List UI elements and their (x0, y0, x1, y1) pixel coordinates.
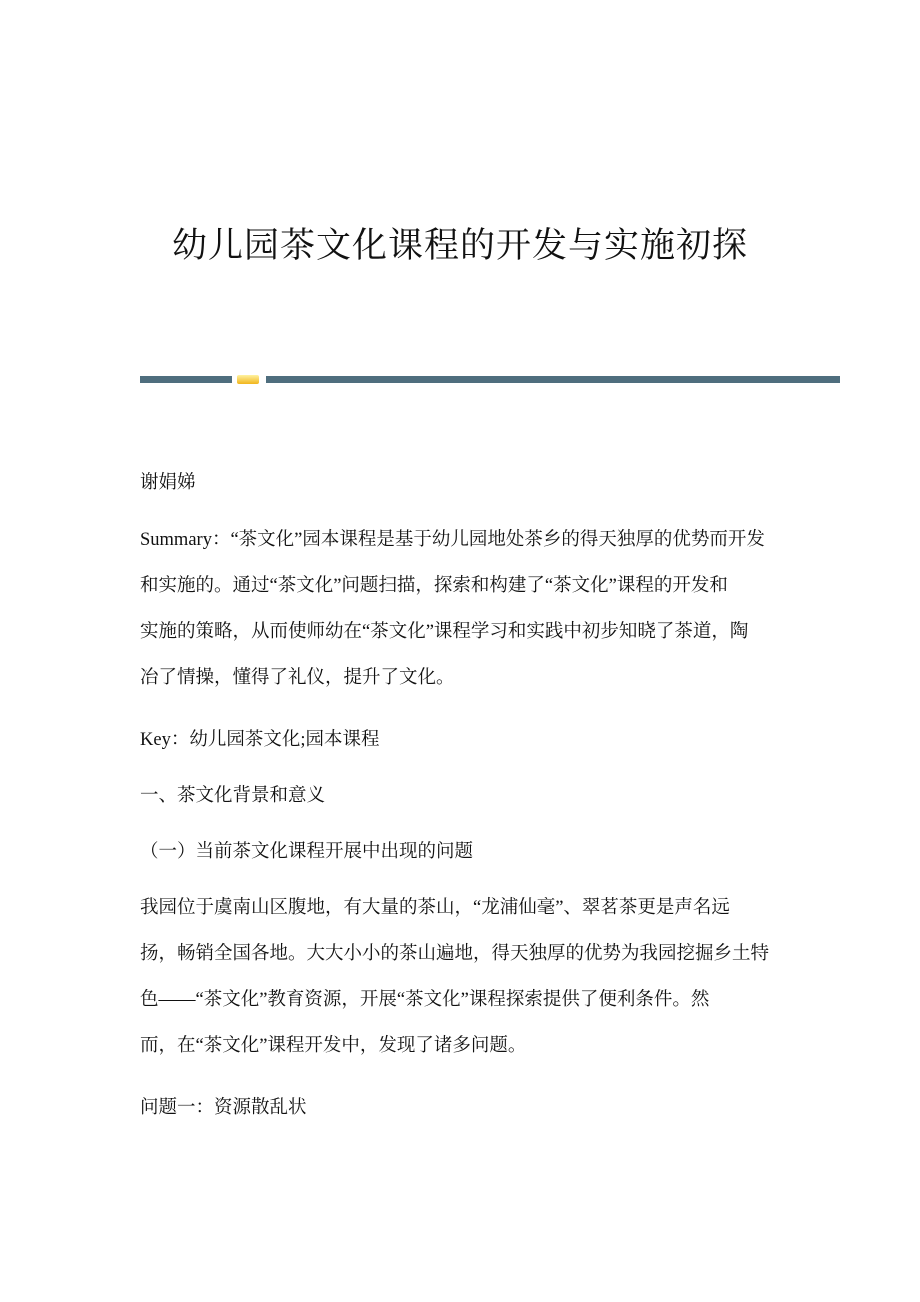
subsection-heading: （一）当前茶文化课程开展中出现的问题 (140, 842, 474, 862)
divider-bar-right (266, 376, 840, 383)
paragraph-line: 扬，畅销全国各地。大大小小的茶山遍地，得天独厚的优势为我园挖掘乡土特 (140, 944, 770, 964)
divider-ornament-icon (237, 375, 259, 384)
problem-heading: 问题一：资源散乱状 (140, 1098, 307, 1118)
decorative-divider (140, 375, 840, 384)
summary-line: 和实施的。通过“茶文化”问题扫描，探索和构建了“茶文化”课程的开发和 (140, 576, 728, 596)
summary-line: 冶了情操，懂得了礼仪，提升了文化。 (140, 668, 455, 688)
author: 谢娟娣 (140, 473, 196, 493)
paragraph-line: 而，在“茶文化”课程开发中，发现了诸多问题。 (140, 1036, 527, 1056)
paragraph-line: 色——“茶文化”教育资源，开展“茶文化”课程探索提供了便利条件。然 (140, 990, 710, 1010)
section-heading: 一、茶文化背景和意义 (140, 786, 326, 806)
divider-bar-left (140, 376, 232, 383)
summary-line: Summary：“茶文化”园本课程是基于幼儿园地处茶乡的得天独厚的优势而开发 (140, 530, 765, 550)
paragraph-line: 我园位于虞南山区腹地，有大量的茶山，“龙浦仙毫”、翠茗茶更是声名远 (140, 898, 730, 918)
document-title: 幼儿园茶文化课程的开发与实施初探 (171, 226, 748, 265)
summary-line: 实施的策略，从而使师幼在“茶文化”课程学习和实践中初步知晓了茶道，陶 (140, 622, 749, 642)
keywords: Key：幼儿园茶文化;园本课程 (140, 730, 380, 750)
